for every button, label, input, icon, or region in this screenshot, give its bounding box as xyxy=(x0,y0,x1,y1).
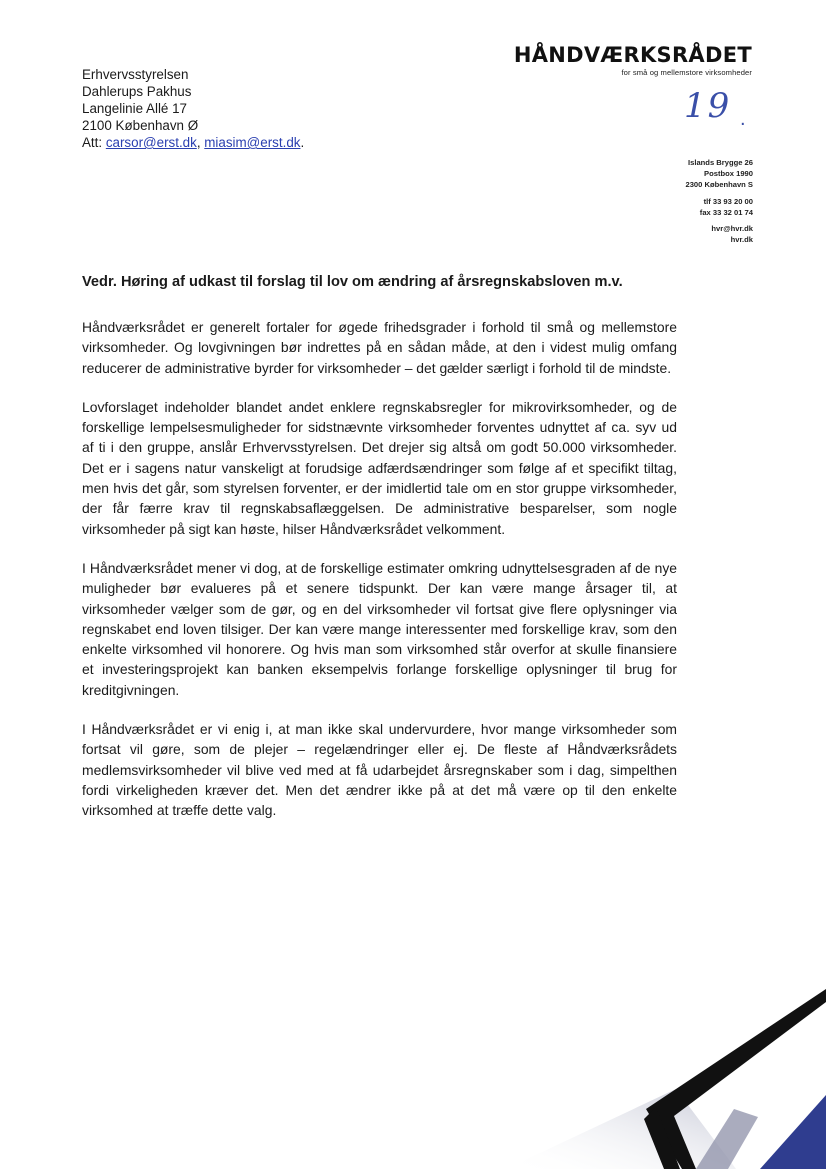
logo-subtitle: for små og mellemstore virksomheder xyxy=(621,68,752,77)
deco-gray-band xyxy=(506,1089,736,1169)
contact-postbox: Postbox 1990 xyxy=(704,169,753,179)
contact-street: Islands Brygge 26 xyxy=(688,158,753,167)
handwritten-dot: . xyxy=(740,108,746,130)
recipient-street: Dahlerups Pakhus xyxy=(82,84,192,99)
recipient-address-line: Langelinie Allé 17 xyxy=(82,101,187,116)
recipient-city: 2100 København Ø xyxy=(82,118,199,133)
recipient-address xyxy=(82,66,304,151)
logo-title: HÅNDVÆRKSRÅDET xyxy=(513,43,752,67)
sender-contact xyxy=(685,157,753,245)
deco-blue-triangle xyxy=(760,1095,826,1169)
contact-phone: tlf 33 93 20 00 xyxy=(703,196,753,206)
body-paragraph: I Håndværksrådet er vi enig i, at man ikke skal undervurdere, hvor mange virksomheder som fortsat vil gøre, som de plejer – regelændringer eller ej. De fleste af Håndværksrådets medlemsvirksomheder vil blive ved med at få udarbejdet årsregnskaber som i dag, simpelthen fordi virkeligheden kræver det. Men det ændrer ikke på at det må være op til den enkelte virksomhed at træffe dette valg. xyxy=(82,721,677,819)
email-separator: , xyxy=(196,135,201,150)
handwritten-number: 19 xyxy=(684,86,732,126)
contact-email: hvr@hvr.dk xyxy=(711,224,753,234)
body-paragraph: I Håndværksrådet mener vi dog, at de forskellige estimater omkring udnyttelsesgraden af de nye muligheder bør evalueres på et senere tidspunkt. Der kan være mange årsager til, at virksomheder vælger som de gør, og en del virksomheder vil fortsat give flere oplysninger via regnskabet end loven tilsiger. Der kan være mange interessenter med forskellige krav, som den enkelte virksomhed vil honorere. Og hvis man som virksomhed står overfor at skulle finansiere et investeringsprojekt kan banken eksempelvis forlange forskellige oplysninger til brug for kreditgivningen. xyxy=(82,559,677,698)
email-link-miasim[interactable]: miasim@erst.dk xyxy=(204,135,301,150)
body-paragraph: Håndværksrådet er generelt fortaler for øgede frihedsgrader i forhold til små og mellemstore virksomheder. Og lovgivningen bør indrettes på en sådan måde, at den i videst mulig omfang reducerer de administrative byrder for virksomheder – det gælder særligt i forhold til de mindste. xyxy=(82,319,677,376)
contact-city: 2300 København S xyxy=(685,180,753,190)
contact-fax: fax 33 32 01 74 xyxy=(699,207,753,217)
letter-body xyxy=(82,317,677,840)
recipient-name: Erhvervsstyrelsen xyxy=(82,67,189,82)
email-link-carsor[interactable]: carsor@erst.dk xyxy=(105,135,197,150)
corner-decoration-graphic xyxy=(496,969,826,1169)
recipient-attention xyxy=(82,134,304,151)
letter-subject: Vedr. Høring af udkast til forslag til lov om ændring af årsregnskabsloven m.v. xyxy=(82,274,623,290)
attention-label: Att: xyxy=(82,135,103,150)
contact-web: hvr.dk xyxy=(730,235,753,245)
sender-logo xyxy=(514,44,752,77)
attention-period: . xyxy=(300,135,305,150)
body-paragraph: Lovforslaget indeholder blandet andet enklere regnskabsregler for mikrovirksomheder, og de forskellige lempelsesmuligheder for sidstnævnte virksomheder forventes udnyttet af ca. syv ud af ti i den gruppe, anslår Erhvervsstyrelsen. Det drejer sig altså om godt 50.000 virksomheder. Det er i sagens natur vanskeligt at forudsige adfærdsændringer som følge af et specifikt tiltag, men hvis det går, som styrelsen forventer, er der imidlertid tale om en stor gruppe virksomheder, der får færre krav til regnskabsaflæggelsen. De administrative besparelser, som nogle virksomheder på sigt kan høste, hilser Håndværksrådet velkomment. xyxy=(82,398,677,537)
